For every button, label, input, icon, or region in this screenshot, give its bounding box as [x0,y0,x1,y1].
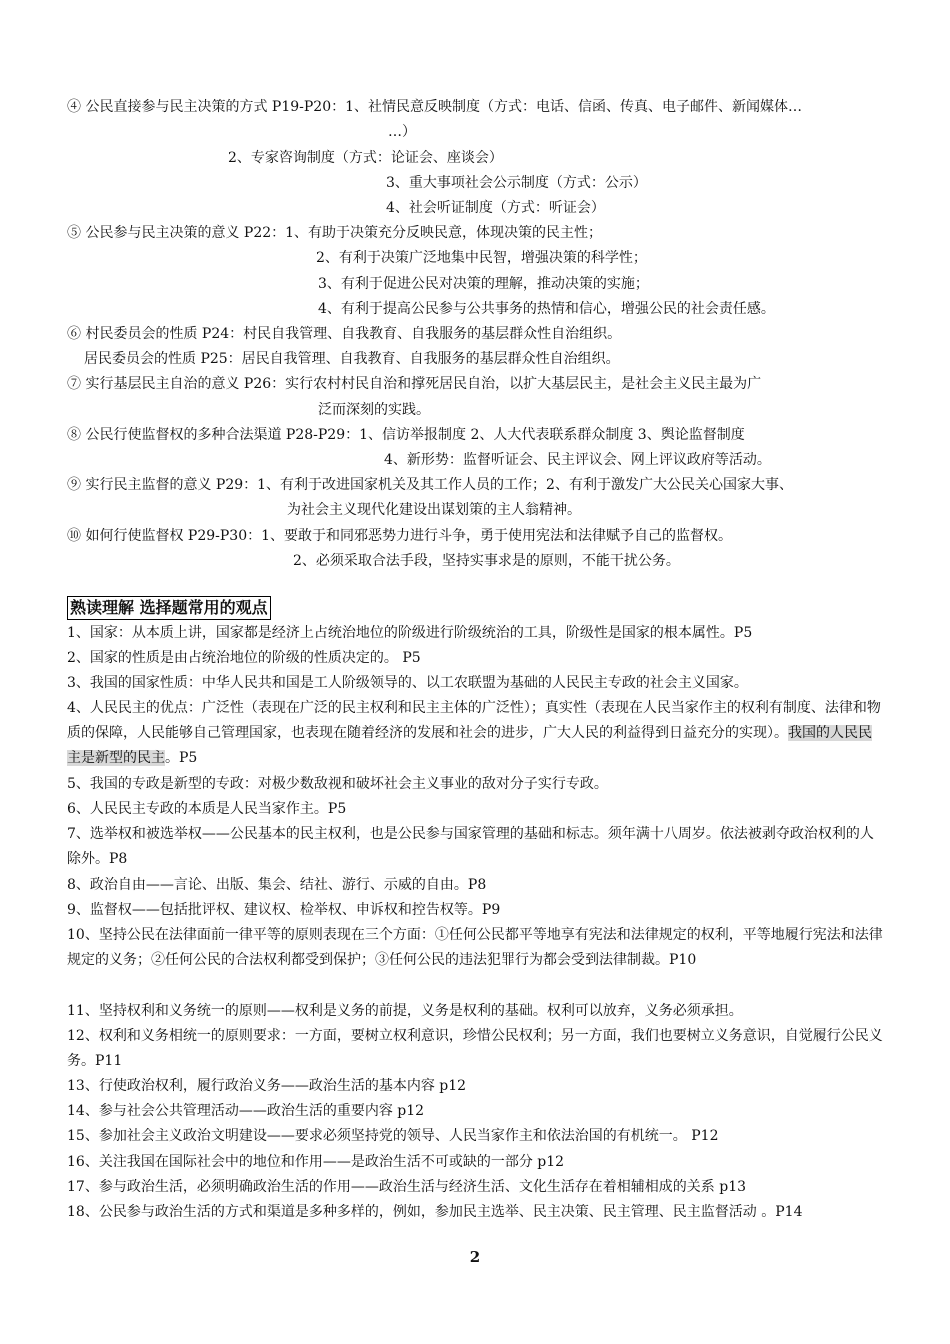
text-line: ⑧ 公民行使监督权的多种合法渠道 P28-P29：1、信访举报制度 2、人大代表联系群众制度 3、舆论监督制度 [67,427,745,443]
list-item: 10、坚持公民在法律面前一律平等的原则表现在三个方面：①任何公民都平等地享有宪法和法律规定的权利，平等地履行宪法和法律规定的义务；②任何公民的合法权利都受到保护；③任何公民的违法犯罪行为都会受到法律制裁。P10 [67,927,883,968]
text-line: 泛而深刻的实践。 [318,402,430,418]
text-line: ⑨ 实行民主监督的意义 P29：1、有利于改进国家机关及其工作人员的工作；2、有利于激发广大公民关心国家大事、 [67,477,793,493]
text-line: ⑩ 如何行使监督权 P29-P30：1、要敢于和同邪恶势力进行斗争，勇于使用宪法和法律赋予自己的监督权。 [67,528,733,544]
text-line: 2、必须采取合法手段，坚持实事求是的原则，不能干扰公务。 [293,553,680,569]
list-item: 2、国家的性质是由占统治地位的阶级的性质决定的。 P5 [67,650,421,666]
text-line: ⑦ 实行基层民主自治的意义 P26：实行农村村民自治和撑死居民自治，以扩大基层民主，是社会主义民主最为广 [67,376,762,392]
list-item: 1、国家：从本质上讲，国家都是经济上占统治地位的阶级进行阶级统治的工具，阶级性是国家的根本属性。P5 [67,625,753,641]
list-item: 8、政治自由——言论、出版、集会、结社、游行、示威的自由。P8 [67,877,487,893]
list-item: 6、人民民主专政的本质是人民当家作主。P5 [67,801,347,817]
page-number: 2 [469,1248,481,1266]
list-item-ref: 。P5 [165,750,198,766]
list-item: 3、我国的国家性质：中华人民共和国是工人阶级领导的、以工农联盟为基础的人民民主专政的社会主义国家。 [67,675,748,691]
list-item [67,696,883,771]
highlighted-text: 我国的人民民主是新型的民主 [67,725,872,766]
list-item: 16、关注我国在国际社会中的地位和作用——是政治生活不可或缺的一部分 p12 [67,1154,565,1170]
text-line: 为社会主义现代化建设出谋划策的主人翁精神。 [287,502,581,518]
text-line: 居民委员会的性质 P25：居民自我管理、自我教育、自我服务的基层群众性自治组织。 [84,351,620,367]
text-line: ④ 公民直接参与民主决策的方式 P19-P20：1、社情民意反映制度（方式：电话、信函、传真、电子邮件、新闻媒体… [67,99,803,115]
text-line: 4、新形势：监督听证会、民主评议会、网上评议政府等活动。 [384,452,771,468]
text-line: 4、社会听证制度（方式：听证会） [386,200,605,216]
list-item-text: 4、人民民主的优点：广泛性（表现在广泛的民主权利和民主主体的广泛性）；真实性（表现在人民当家作主的权利有制度、法律和物质的保障，人民能够自己管理国家，也表现在随着经济的发展和社会的进步，广大人民的利益得到日益充分的实现）。 [67,700,881,741]
text-line: ⑤ 公民参与民主决策的意义 P22：1、有助于决策充分反映民意，体现决策的民主性； [67,225,603,241]
text-line: 2、专家咨询制度（方式：论证会、座谈会） [228,150,503,166]
text-line: 3、重大事项社会公示制度（方式：公示） [386,175,647,191]
text-line: …） [388,124,416,140]
list-item: 14、参与社会公共管理活动——政治生活的重要内容 p12 [67,1103,425,1119]
list-item: 11、坚持权利和义务统一的原则——权利是义务的前提，义务是权利的基础。权利可以放弃，义务必须承担。 [67,1003,743,1019]
list-item: 7、选举权和被选举权——公民基本的民主权利，也是公民参与国家管理的基础和标志。须年满十八周岁。依法被剥夺政治权利的人除外。P8 [67,826,874,867]
text-line: 2、有利于决策广泛地集中民智，增强决策的科学性； [316,250,647,266]
section-heading: 熟读理解 选择题常用的观点 [67,596,271,620]
text-line: 4、有利于提高公民参与公共事务的热情和信心，增强公民的社会责任感。 [318,301,775,317]
text-line: ⑥ 村民委员会的性质 P24：村民自我管理、自我教育、自我服务的基层群众性自治组织。 [67,326,622,342]
list-item: 15、参加社会主义政治文明建设——要求必须坚持党的领导、人民当家作主和依法治国的有机统一。 P12 [67,1128,719,1144]
list-item: 17、参与政治生活，必须明确政治生活的作用——政治生活与经济生活、文化生活存在着相辅相成的关系 p13 [67,1179,747,1195]
list-item: 9、监督权——包括批评权、建议权、检举权、申诉权和控告权等。P9 [67,902,501,918]
list-item: 12、权利和义务相统一的原则要求：一方面，要树立权利意识，珍惜公民权利；另一方面，我们也要树立义务意识，自觉履行公民义务。P11 [67,1028,883,1069]
list-item: 5、我国的专政是新型的专政：对极少数敌视和破坏社会主义事业的敌对分子实行专政。 [67,776,608,792]
list-item: 13、行使政治权利，履行政治义务——政治生活的基本内容 p12 [67,1078,467,1094]
text-line: 3、有利于促进公民对决策的理解，推动决策的实施； [318,276,649,292]
list-item: 18、公民参与政治生活的方式和渠道是多种多样的，例如，参加民主选举、民主决策、民主管理、民主监督活动 。P14 [67,1204,803,1220]
